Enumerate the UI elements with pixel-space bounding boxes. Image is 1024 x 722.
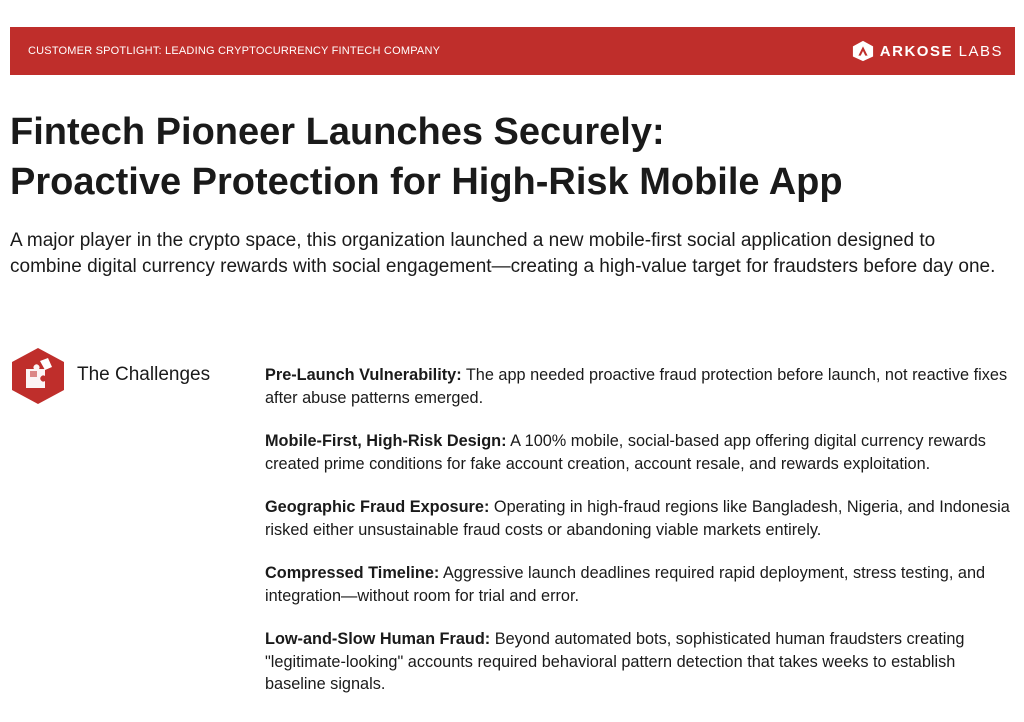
- challenge-item: Compressed Timeline: Aggressive launch deadlines required rapid deployment, stress testing, and integration—without room for trial and error.: [265, 564, 986, 605]
- arkose-logo-icon: [852, 40, 874, 62]
- page-title: [10, 107, 1010, 207]
- header-banner: [10, 27, 1015, 75]
- title-line-2: Proactive Protection for High-Risk Mobile App: [10, 161, 843, 203]
- challenge-item: Low-and-Slow Human Fraud: Beyond automated bots, sophisticated human fraudsters creating "legitimate-looking" accounts required behavioral pattern detection that takes weeks to establish baseline signals.: [265, 630, 965, 693]
- puzzle-icon: [10, 347, 66, 405]
- challenges-list: [265, 364, 1015, 717]
- brand-logo: [852, 40, 1003, 62]
- banner-text: CUSTOMER SPOTLIGHT: LEADING CRYPTOCURRENCY FINTECH COMPANY: [28, 45, 441, 57]
- challenges-label: The Challenges: [77, 364, 211, 385]
- title-line-1: Fintech Pioneer Launches Securely:: [10, 111, 665, 153]
- challenge-item: Mobile-First, High-Risk Design: A 100% mobile, social-based app offering digital currency rewards created prime conditions for fake account creation, account resale, and rewards exploitation.: [265, 432, 986, 473]
- brand-name: ARKOSE LABS: [879, 42, 1003, 60]
- challenge-item: Pre-Launch Vulnerability: The app needed proactive fraud protection before launch, not reactive fixes after abuse patterns emerged.: [265, 366, 1008, 407]
- challenge-item: Geographic Fraud Exposure: Operating in high-fraud regions like Bangladesh, Nigeria, and Indonesia risked either unsustainable fraud costs or abandoning viable markets entirely.: [265, 498, 1010, 539]
- intro-paragraph: A major player in the crypto space, this organization launched a new mobile-first social application designed to combine digital currency rewards with social engagement—creating a high-value target for fraudsters before day one.: [10, 230, 996, 277]
- challenges-icon: [10, 347, 66, 405]
